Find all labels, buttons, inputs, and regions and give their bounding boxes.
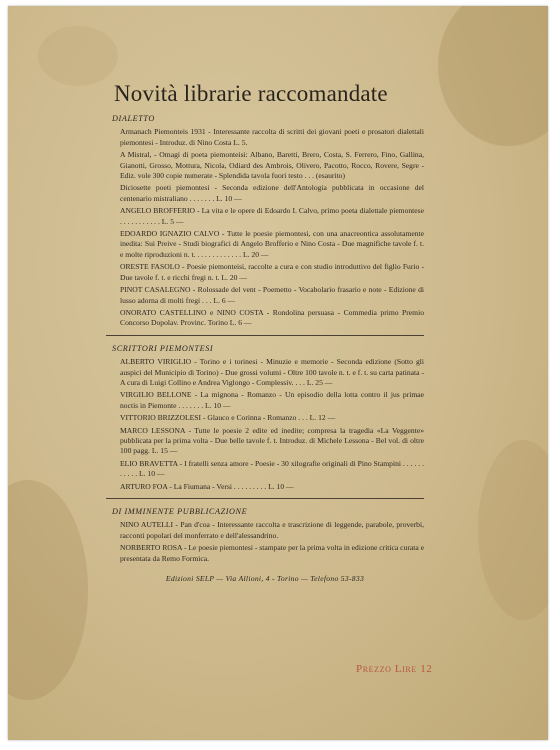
paper-stain <box>8 480 88 700</box>
catalog-entry: MARCO LESSONA - Tutte le poesie 2 edite ed inedite; compresa la tragedia «La Veggente» pubblicata per la prima volta - Due belle tavole f. t. Introduz. di Michele Lessona - Bel vol. di oltre 100 pagg. L. 15 — <box>120 425 424 456</box>
catalog-entry: VITTORIO BRIZZOLESI - Glauco e Corinna - Romanzo . . . L. 12 — <box>120 413 336 423</box>
section-scrittori-piemontesi <box>106 344 424 492</box>
catalog-entry: ORESTE FASOLO - Poesie piemonteisi, raccolte a cura e con studio introduttivo del figlio Furio - Due tavole f. t. e ricchi fregi n. t. L. 20 — <box>120 262 424 282</box>
section-imminente-pubblicazione <box>106 507 424 564</box>
catalog-entry: ANGELO BROFFERIO - La vita e le opere di Edoardo I. Calvo, primo poeta dialettale piemontese . . . . . . . . . . . L. 5 — <box>120 206 424 226</box>
catalog-entry: EDOARDO IGNAZIO CALVO - Tutte le poesie piemontesi, con una anacreontica assolutamente inedita: Sui Preive - Studi biografici di Angelo Brofferio e Nino Costa - Due magnifiche tavole f. t. e molte riproduzioni n. t. . . . . . . . . . . . . L. 20 — <box>120 229 424 259</box>
catalog-entry: NINO AUTELLI - Pan d'coa - Interessante raccolta e trascrizione di leggende, parabole, proverbi, racconti popolari del monferrato e dell'alessandrino. <box>120 520 424 540</box>
catalog-entry: ARTURO FOA - La Fiumana - Versi . . . . . . . . . L. 10 — <box>120 481 294 491</box>
paper-stain <box>38 26 118 86</box>
catalog-entry: ELIO BRAVETTA - I fratelli senza amore - Poesie - 30 xilografie originali di Pino Stampini . . . . . . . . . . . L. 10 — <box>120 458 424 479</box>
catalog-content <box>106 80 424 584</box>
section-dialetto <box>106 114 424 329</box>
paper-stain <box>478 440 548 620</box>
catalog-entry: VIRGILIO BELLONE - La mignona - Romanzo - Un episodio della lotta contro il jus primae noctis in Piemonte . . . . . . . L. 10 — <box>120 390 424 410</box>
paper-stain <box>438 6 548 146</box>
catalog-entry: ALBERTO VIRIGLIO - Torino e i torinesi - Minuzie e memorie - Seconda edizione (Sotto gli auspici del Municipio di Torino) - Due grossi volumi - Oltre 100 tavole n. t. e f. t. su carta patinata - A cura di Luigi Collino e Andrea Viglongo - Complessiv. . . . L. 25 — <box>120 357 424 387</box>
catalog-entry: PINOT CASALEGNO - Rolossade del vent - Poemetto - Vocabolario frasario e note - Edizione di lusso adorna di molti fregi . . . L. 6 — <box>120 285 424 305</box>
catalog-entry: NORBERTO ROSA - Le poesie piemontesi - stampate per la prima volta in edizione critica curata e presentata da Remo Formica. <box>120 543 424 563</box>
price-label: Prezzo Lire 12 <box>356 663 433 675</box>
catalog-entry: A Mistral, - Omagi di poeta piemonteisi: Albano, Baretti, Brero, Costa, S. Ferrero, Fino, Gallina, Gianotti, Grosso, Mottura, Nicola, Odiard des Ambrois, Olivero, Pacotto, Rocco, Rovere, Segre - Ediz. vole 300 copie numerate - Splendida tavola fuori testo . . . (esaurito) <box>120 150 424 181</box>
section-divider <box>106 498 424 499</box>
section-heading: DIALETTO <box>112 114 155 123</box>
page-title: Novità librarie raccomandate <box>114 81 388 106</box>
catalog-entry: Armanach Piemonteis 1931 - Interessante raccolta di scritti dei giovani poeti e prosatori dialettali piemontesi - Introduz. di Nino Costa L. 5. <box>120 127 424 147</box>
section-divider <box>106 335 424 336</box>
publisher-footer: Edizioni SELP — Via Allioni, 4 - Torino — Telefono 53-833 <box>165 574 365 584</box>
section-heading: SCRITTORI PIEMONTESI <box>112 343 214 353</box>
section-heading: DI IMMINENTE PUBBLICAZIONE <box>112 507 248 516</box>
catalog-entry: Diciosette poeti piemontesi - Seconda edizione dell'Antologia pubblicata in occasione del centenario mistraliano . . . . . . . L. 10 — <box>120 183 424 203</box>
catalog-entry: ONORATO CASTELLINO e NINO COSTA - Rondolina persuasa - Commedia primo Premio Concorso Dopolav. Provinc. Torino L. 6 — <box>120 307 424 328</box>
